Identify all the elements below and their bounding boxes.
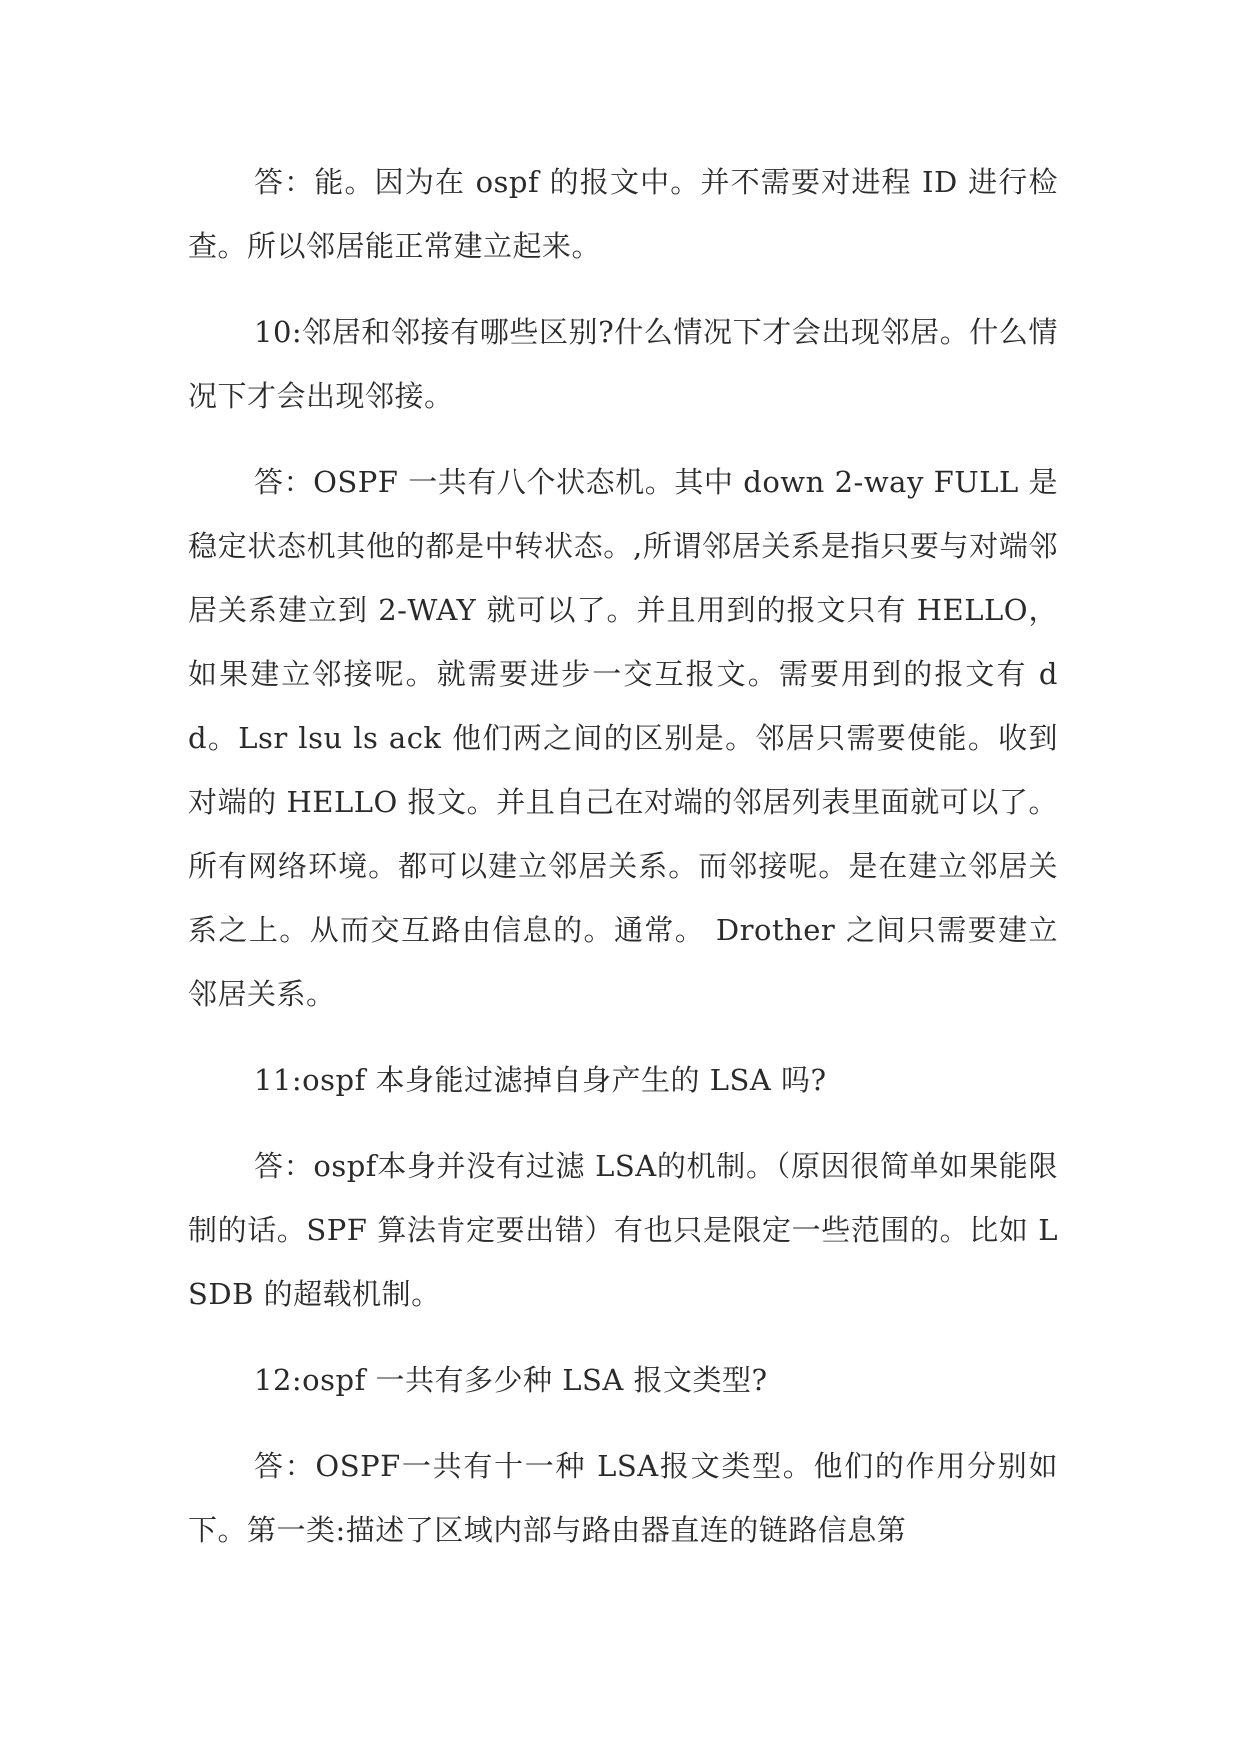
answer-paragraph-11: 答：ospf本身并没有过滤 LSA的机制。（原因很简单如果能限制的话。SPF 算法肯定要出错）有也只是限定一些范围的。比如 LSDB 的超载机制。 [188,1149,1058,1311]
question-paragraph-12: 12:ospf 一共有多少种 LSA 报文类型? [254,1363,768,1397]
answer-paragraph-9: 答：能。因为在 ospf 的报文中。并不需要对进程 ID 进行检查。所以邻居能正常建立起来。 [188,165,1058,263]
document-body [188,150,1058,1584]
question-paragraph-11: 11:ospf 本身能过滤掉自身产生的 LSA 吗? [254,1063,827,1097]
answer-paragraph-10: 答：OSPF 一共有八个状态机。其中 down 2-way FULL 是稳定状态机其他的都是中转状态。,所谓邻居关系是指只要与对端邻居关系建立到 2-WAY 就可以了。并且用到的报文只有 HELLO，如果建立邻接呢。就需要进步一交互报文。需要用到的报文有 dd。Lsr lsu ls ack 他们两之间的区别是。邻居只需要使能。收到对端的 HELLO 报文。并且自己在对端的邻居列表里面就可以了。所有网络环境。都可以建立邻居关系。而邻接呢。是在建立邻居关系之上。从而交互路由信息的。通常。 Drother 之间只需要建立邻居关系。 [188,465,1058,1011]
question-paragraph-10: 10:邻居和邻接有哪些区别?什么情况下才会出现邻居。什么情况下才会出现邻接。 [188,315,1058,413]
answer-paragraph-12: 答：OSPF一共有十一种 LSA报文类型。他们的作用分别如下。第一类:描述了区域内部与路由器直连的链路信息第 [188,1449,1058,1547]
